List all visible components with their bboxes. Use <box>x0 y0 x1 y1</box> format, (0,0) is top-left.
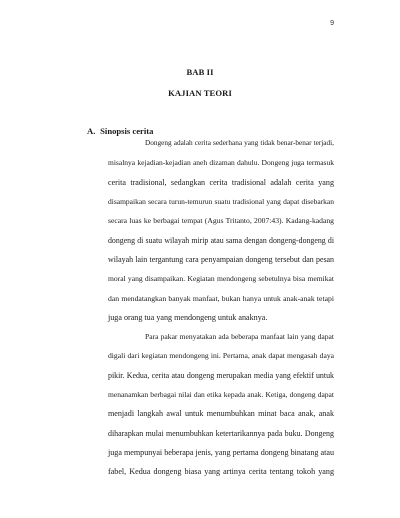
paragraph-1-line: dongeng di suatu wilayah mirip atau sama dengan dongeng-dongeng di <box>108 235 334 245</box>
paragraph-2-line: Para pakar menyatakan ada beberapa manfaat lain yang dapat <box>145 332 334 341</box>
paragraph-2-line: pikir. Kedua, cerita atau dongeng merupakan media yang efektif untuk <box>108 370 334 380</box>
paragraph-1-line: juga orang tua yang mendongeng untuk anaknya. <box>108 313 268 323</box>
paragraph-1-line: Dongeng adalah cerita sederhana yang tidak benar-benar terjadi, <box>145 139 334 147</box>
section-letter: A. <box>87 126 96 136</box>
section-title: Sinopsis cerita <box>100 126 154 136</box>
paragraph-1-line: dan mendatangkan banyak manfaat, bukan hanya untuk anak-anak tetapi <box>108 293 334 303</box>
paragraph-2-line: menjadi langkah awal untuk menumbuhkan minat baca anak, anak <box>108 409 334 419</box>
paragraph-2-line: fabel, Kedua dongeng biasa yang artinya cerita tentang tokoh yang <box>108 467 334 477</box>
paragraph-1-line: moral yang disampaikan. Kegiatan mendongeng sebetulnya bisa memikat <box>108 274 334 284</box>
paragraph-2-line: digali dari kegiatan mendongeng ini. Pertama, anak dapat mengasah daya <box>108 351 334 361</box>
chapter-number: BAB II <box>186 67 214 77</box>
paragraph-1-line: misalnya kejadian-kejadian aneh dizaman dahulu. Dongeng juga termasuk <box>108 158 334 168</box>
paragraph-1-line: wilayah lain tergantung cara penyampaian dongeng tersebut dan pesan <box>108 255 334 265</box>
paragraph-2 <box>108 327 334 482</box>
paragraph-2-line: menanamkan berbagai nilai dan etika kepada anak. Ketiga, dongeng dapat <box>108 390 334 400</box>
paragraph-1-line: disampaikan secara turun-temurun suatu tradisional yang dapat disebarkan <box>108 197 334 207</box>
paragraph-1-line: cerita tradisional, sedangkan cerita tradisional adalah cerita yang <box>108 177 334 187</box>
chapter-title: KAJIAN TEORI <box>168 88 232 98</box>
paragraph-1 <box>108 134 334 327</box>
paragraph-2-line: diharapkan mulai menumbuhkan ketertarikannya pada buku. Dongeng <box>108 428 334 438</box>
page-number: 9 <box>330 20 334 27</box>
paragraph-1-line: secara luas ke berbagai tempat (Agus Tritanto, 2007:43). Kadang-kadang <box>108 216 334 226</box>
paragraph-2-line: juga mempunyai beberapa jenis, yang pertama dongeng binatang atau <box>108 448 334 458</box>
